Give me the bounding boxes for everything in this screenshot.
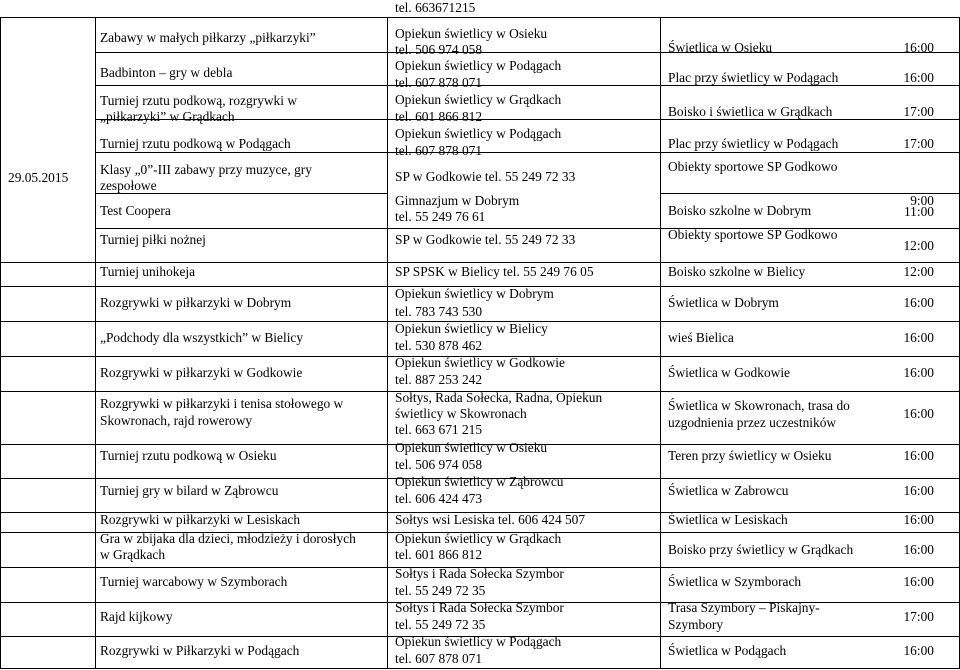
event-cell: Turniej piłki nożnej xyxy=(100,232,206,247)
place-cell: Świetlica w Lesiskach xyxy=(668,512,788,527)
time-cell: 9:00 xyxy=(910,193,934,208)
place-cell: Świetlica w Podągach xyxy=(668,643,787,658)
event-cell: Badbinton – gry w debla xyxy=(100,65,233,80)
event-cell: Rozgrywki w piłkarzyki w Dobrym xyxy=(100,295,292,310)
organizer-cell: tel. 55 249 72 35 xyxy=(395,617,486,632)
organizer-cell: SP SPSK w Bielicy tel. 55 249 76 05 xyxy=(395,264,594,279)
place-cell: Plac przy świetlicy w Podągach xyxy=(668,70,839,85)
row-separator xyxy=(388,228,660,229)
event-cell: Skowronach, rajd rowerowy xyxy=(100,413,253,428)
place-cell: wieś Bielica xyxy=(668,330,734,345)
column-divider xyxy=(387,17,388,668)
column-divider xyxy=(660,17,661,668)
time-cell: 16:00 xyxy=(903,330,934,345)
event-cell: Gra w zbijaka dla dzieci, młodzieży i dorosłych xyxy=(100,531,356,546)
time-cell: 11:00 xyxy=(903,204,934,219)
row-separator xyxy=(0,262,960,263)
organizer-cell: SP w Godkowie tel. 55 249 72 33 xyxy=(395,169,576,184)
event-cell: Rozgrywki w piłkarzyki w Lesiskach xyxy=(100,512,301,527)
organizer-cell: tel. 506 974 058 xyxy=(395,42,483,57)
organizer-cell: tel. 783 743 530 xyxy=(395,304,483,319)
time-cell: 17:00 xyxy=(903,104,934,119)
event-cell: w Grądkach xyxy=(100,547,166,562)
time-cell: 16:00 xyxy=(903,295,934,310)
time-cell: 16:00 xyxy=(903,448,934,463)
column-divider xyxy=(95,17,96,668)
place-cell: uzgodnienia przez uczestników xyxy=(668,415,837,430)
time-cell: 16:00 xyxy=(903,542,934,557)
organizer-cell: Opiekun świetlicy w Osieku xyxy=(395,440,548,455)
top-phone-fragment: tel. 663671215 xyxy=(395,0,476,15)
place-cell: Teren przy świetlicy w Osieku xyxy=(668,448,832,463)
organizer-cell: tel. 663 671 215 xyxy=(395,422,483,437)
organizer-cell: świetlicy w Skowronach xyxy=(395,406,527,421)
event-cell: „piłkarzyki” w Grądkach xyxy=(100,109,235,124)
place-cell: Obiekty sportowe SP Godkowo xyxy=(668,159,838,174)
event-cell: Rozgrywki w piłkarzyki i tenisa stołowego w xyxy=(100,396,344,411)
organizer-cell: tel. 530 878 462 xyxy=(395,338,483,353)
organizer-cell: Opiekun świetlicy w Podągach xyxy=(395,126,562,141)
date-cell: 29.05.2015 xyxy=(8,170,69,185)
organizer-cell: tel. 607 878 071 xyxy=(395,651,483,666)
organizer-cell: Opiekun świetlicy w Grądkach xyxy=(395,531,562,546)
organizer-cell: Sołtys i Rada Sołecka Szymbor xyxy=(395,600,564,615)
event-cell: Turniej warcabowy w Szymborach xyxy=(100,574,288,589)
place-cell: Boisko szkolne w Bielicy xyxy=(668,264,806,279)
organizer-cell: tel. 601 866 812 xyxy=(395,547,483,562)
place-cell: Świetlica w Skowronach, trasa do xyxy=(668,398,850,413)
event-cell: Rozgrywki w Piłkarzyki w Podągach xyxy=(100,643,300,658)
event-cell: Turniej rzutu podkową w Osieku xyxy=(100,448,277,463)
table-bottom-border xyxy=(0,668,960,669)
row-separator xyxy=(95,52,387,53)
event-cell: Turniej rzutu podkową, rozgrywki w xyxy=(100,93,297,108)
organizer-cell: Opiekun świetlicy w Godkowie xyxy=(395,355,565,370)
organizer-cell: Opiekun świetlicy w Bielicy xyxy=(395,321,548,336)
time-cell: 16:00 xyxy=(903,40,934,55)
organizer-cell: SP w Godkowie tel. 55 249 72 33 xyxy=(395,232,576,247)
time-cell: 16:00 xyxy=(903,406,934,421)
time-cell: 16:00 xyxy=(903,365,934,380)
table-top-border xyxy=(0,17,960,18)
event-cell: Rozgrywki w piłkarzyki w Godkowie xyxy=(100,365,303,380)
place-cell: Świetlica w Szymborach xyxy=(668,574,802,589)
organizer-cell: Opiekun świetlicy w Ząbrowcu xyxy=(395,474,564,489)
organizer-cell: Sołtys, Rada Sołecka, Radna, Opiekun xyxy=(395,390,603,405)
place-cell: Boisko i świetlica w Grądkach xyxy=(668,104,833,119)
place-cell: Świetlica w Zabrowcu xyxy=(668,483,789,498)
event-cell: „Podchody dla wszystkich” w Bielicy xyxy=(100,330,304,345)
place-cell: Szymbory xyxy=(668,617,724,632)
time-cell: 16:00 xyxy=(903,70,934,85)
event-cell: Turniej rzutu podkową w Podągach xyxy=(100,136,291,151)
organizer-cell: Gimnazjum w Dobrym xyxy=(395,193,520,208)
organizer-cell: tel. 607 878 071 xyxy=(395,75,483,90)
event-cell: Turniej gry w bilard w Ząbrowcu xyxy=(100,483,279,498)
organizer-cell: Opiekun świetlicy w Osieku xyxy=(395,26,548,41)
event-cell: Test Coopera xyxy=(100,203,171,218)
event-cell: Klasy „0”-III zabawy przy muzyce, gry xyxy=(100,162,312,177)
row-separator xyxy=(95,152,387,153)
place-cell: Boisko przy świetlicy w Grądkach xyxy=(668,542,854,557)
organizer-cell: tel. 55 249 72 35 xyxy=(395,583,486,598)
place-cell: Świetlica w Dobrym xyxy=(668,295,779,310)
time-cell: 16:00 xyxy=(903,483,934,498)
place-cell: Plac przy świetlicy w Podągach xyxy=(668,136,839,151)
time-cell: 17:00 xyxy=(903,609,934,624)
event-cell: Turniej unihokeja xyxy=(100,264,196,279)
organizer-cell: tel. 601 866 812 xyxy=(395,109,483,124)
place-cell: Świetlica w Godkowie xyxy=(668,365,790,380)
organizer-cell: Opiekun świetlicy w Podągach xyxy=(395,634,562,649)
event-cell: Zabawy w małych piłkarzy „piłkarzyki” xyxy=(100,30,316,45)
time-cell: 12:00 xyxy=(903,238,934,253)
time-cell: 16:00 xyxy=(903,512,934,527)
organizer-cell: Opiekun świetlicy w Dobrym xyxy=(395,286,554,301)
organizer-cell: Sołtys i Rada Sołecka Szymbor xyxy=(395,566,564,581)
table-left-border xyxy=(0,17,1,668)
event-cell: Rajd kijkowy xyxy=(100,609,173,624)
time-cell: 16:00 xyxy=(903,643,934,658)
organizer-cell: tel. 887 253 242 xyxy=(395,372,483,387)
organizer-cell: tel. 606 424 473 xyxy=(395,491,483,506)
place-cell: Trasa Szymbory – Piskajny- xyxy=(668,600,820,615)
place-cell: Świetlica w Osieku xyxy=(668,40,773,55)
time-cell: 16:00 xyxy=(903,574,934,589)
row-separator xyxy=(95,228,387,229)
organizer-cell: Opiekun świetlicy w Podągach xyxy=(395,58,562,73)
event-cell: zespołowe xyxy=(100,178,157,193)
place-cell: Boisko szkolne w Dobrym xyxy=(668,203,812,218)
organizer-cell: Opiekun świetlicy w Grądkach xyxy=(395,92,562,107)
time-cell: 17:00 xyxy=(903,136,934,151)
time-cell: 12:00 xyxy=(903,264,934,279)
place-cell: Obiekty sportowe SP Godkowo xyxy=(668,227,838,242)
organizer-cell: tel. 55 249 76 61 xyxy=(395,209,486,224)
organizer-cell: tel. 607 878 071 xyxy=(395,143,483,158)
organizer-cell: Sołtys wsi Lesiska tel. 606 424 507 xyxy=(395,512,586,527)
row-separator xyxy=(660,152,960,153)
row-separator xyxy=(95,85,387,86)
organizer-cell: tel. 506 974 058 xyxy=(395,457,483,472)
